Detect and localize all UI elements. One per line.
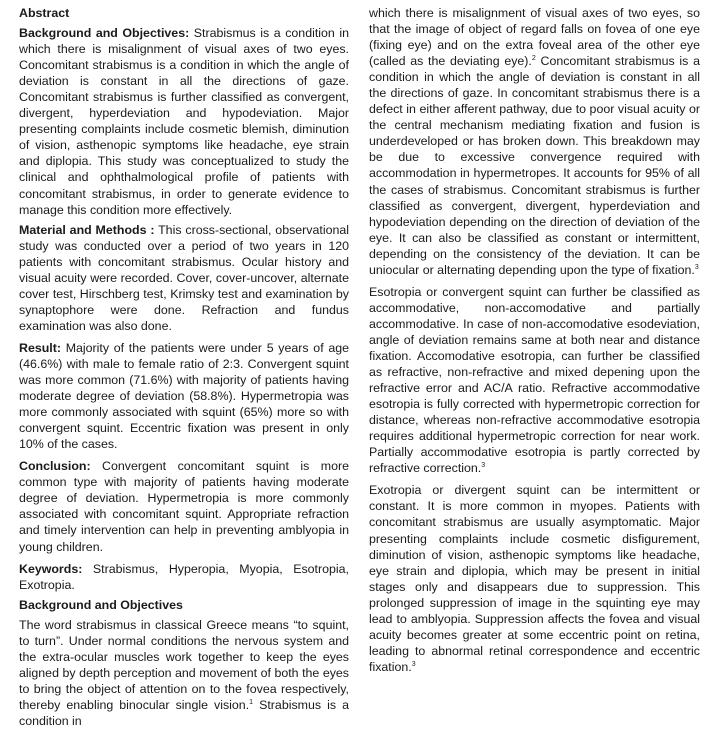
methods-text: This cross-sectional, observational study was conducted over a period of two years in 120 patients with concomitant strabismus. Ocular history and visual acuity were recorded. Cover, cover-uncover, alternate cover test, Hirschberg test, Krimsky test and examination by synaptophore were done. Refraction and fundus examination was also done. [19,222,349,333]
right-p1-text: which there is misalignment of visual axes of two eyes, so that the image of object of regard falls on fovea of one eye (fixing eye) and on the extra foveal area of the other eye (called as the deviating eye). [369,6,700,69]
background-text: Strabismus is a condition in which there is misalignment of visual axes of two eyes. Concomitant strabismus is a condition in which the angle of deviation is constant in all the directions of gaze. Concomitant strabismus is further classified as convergent, divergent, hyperdeviation and hypodeviation. Major presenting complaints include cosmetic blemish, diminution of vision, asthenopic symptoms like headache, eye strain and diplopia. This study was conceptualized to study the clinical and ophthalmological profile of patients with concomitant strabismus, in order to generate evidence to manage this condition more effectively. [19,26,349,217]
background-body-tail: Strabismus is a condition in [19,697,349,728]
conclusion-heading: Conclusion: [19,459,91,474]
conclusion-text: Convergent concomitant squint is more common type with majority of patients having moderate degree of deviation. Hypermetropia is more commonly associated with concomitant squint. Appropriate refraction and timely intervention can help in preventing amblyopia in young children. [19,459,349,554]
abstract-methods-paragraph [19,222,349,334]
keywords-text: Strabismus, Hyperopia, Myopia, Esotropia, Exotropia. [19,561,349,592]
abstract-title: Abstract [19,6,70,20]
background-body-text: The word strabismus in classical Greece means “to squint, to turn”. Under normal conditions the nervous system and the extra-ocular muscles work together to keep the eyes aligned by depth perception and movement of both the eyes to bring the object of attention on to the fovea respectively, thereby enabling binocular single vision. [19,617,349,712]
right-paragraph-1 [369,5,700,278]
background-body-paragraph [19,617,349,729]
right-paragraph-2 [369,284,700,477]
left-column [19,5,349,729]
abstract-conclusion-paragraph [19,458,349,554]
keywords-paragraph [19,561,349,593]
right-p3-text: Exotropia or divergent squint can be intermittent or constant. It is more common in myopes. Patients with concomitant strabismus are usually asymptomatic. Major presenting complaints include cosmetic disfigurement, diminution of vision, asthenopic symptoms like headache, eye strain and diplopia, which may be present in initial stages only and disappears due to suppression. This prolonged suppression of image in the squinting eye may lead to amblyopia. Suppression affects the fovea and visual acuity becomes greater at some eccentric point on retina, leading to abnormal retinal correspondence and eccentric fixation. [369,483,700,674]
right-column [369,5,700,675]
methods-heading: Material and Methods : [19,222,155,237]
right-p1-text-2: Concomitant strabismus is a condition in which the angle of deviation is constant in all the directions of gaze. In concomitant strabismus there is a defect in either afferent pathway, due to poor visual acuity or the central mechanism mediating fixation and fusion is underdeveloped or has broken down. This breakdown may be due to excessive convergence required with accommodation in hypermetropes. It accounts for 95% of all the cases of strabismus. Concomitant strabismus is further classified as convergent, divergent, hyperdeviation and hypodeviation depending on the direction of deviation of the eye. It can also be classified as constant or intermittent, depending on the consistency of the deviation. It can be uniocular or alternating depending upon the type of fixation. [369,54,700,277]
citation-1: 1 [249,698,254,706]
abstract-result-paragraph [19,340,349,452]
citation-3c: 3 [411,660,416,668]
right-p2-text: Esotropia or convergent squint can further be classified as accommodative, non-accomodative and partially accommodative. In case of non-accomodative esodeviation, angle of deviation remains same at both near and distance fixation. Accomodative esotropia, can further be classified as refractive, non-refractive and mixed depening upon the refractive error and AC/A ratio. Refractive accommodative esotropia is fully corrected with hypermetropic correction for distance, whereas non-refractive accommodative esotropia requires additional hypermetropic correction for near work. Partially accommodative esotropia is partly corrected by refractive correction. [369,284,700,476]
result-text: Majority of the patients were under 5 years of age (46.6%) with male to female ratio of 2:3. Convergent squint was more common (71.6%) with majority of patients having moderate degree of deviation (58.8%). Hypermetropia was more commonly associated with squint (65%) more so with convergent squint. Eccentric fixation was present in only 10% of the cases. [19,340,349,452]
right-paragraph-3 [369,482,700,675]
citation-2: 2 [531,55,536,63]
background-section-title: Background and Objectives [19,597,183,612]
keywords-heading: Keywords: [19,561,83,576]
abstract-background-paragraph [19,25,349,218]
background-heading: Background and Objectives: [19,26,190,41]
citation-3a: 3 [694,263,699,271]
result-heading: Result: [19,340,61,355]
citation-3b: 3 [481,462,486,470]
